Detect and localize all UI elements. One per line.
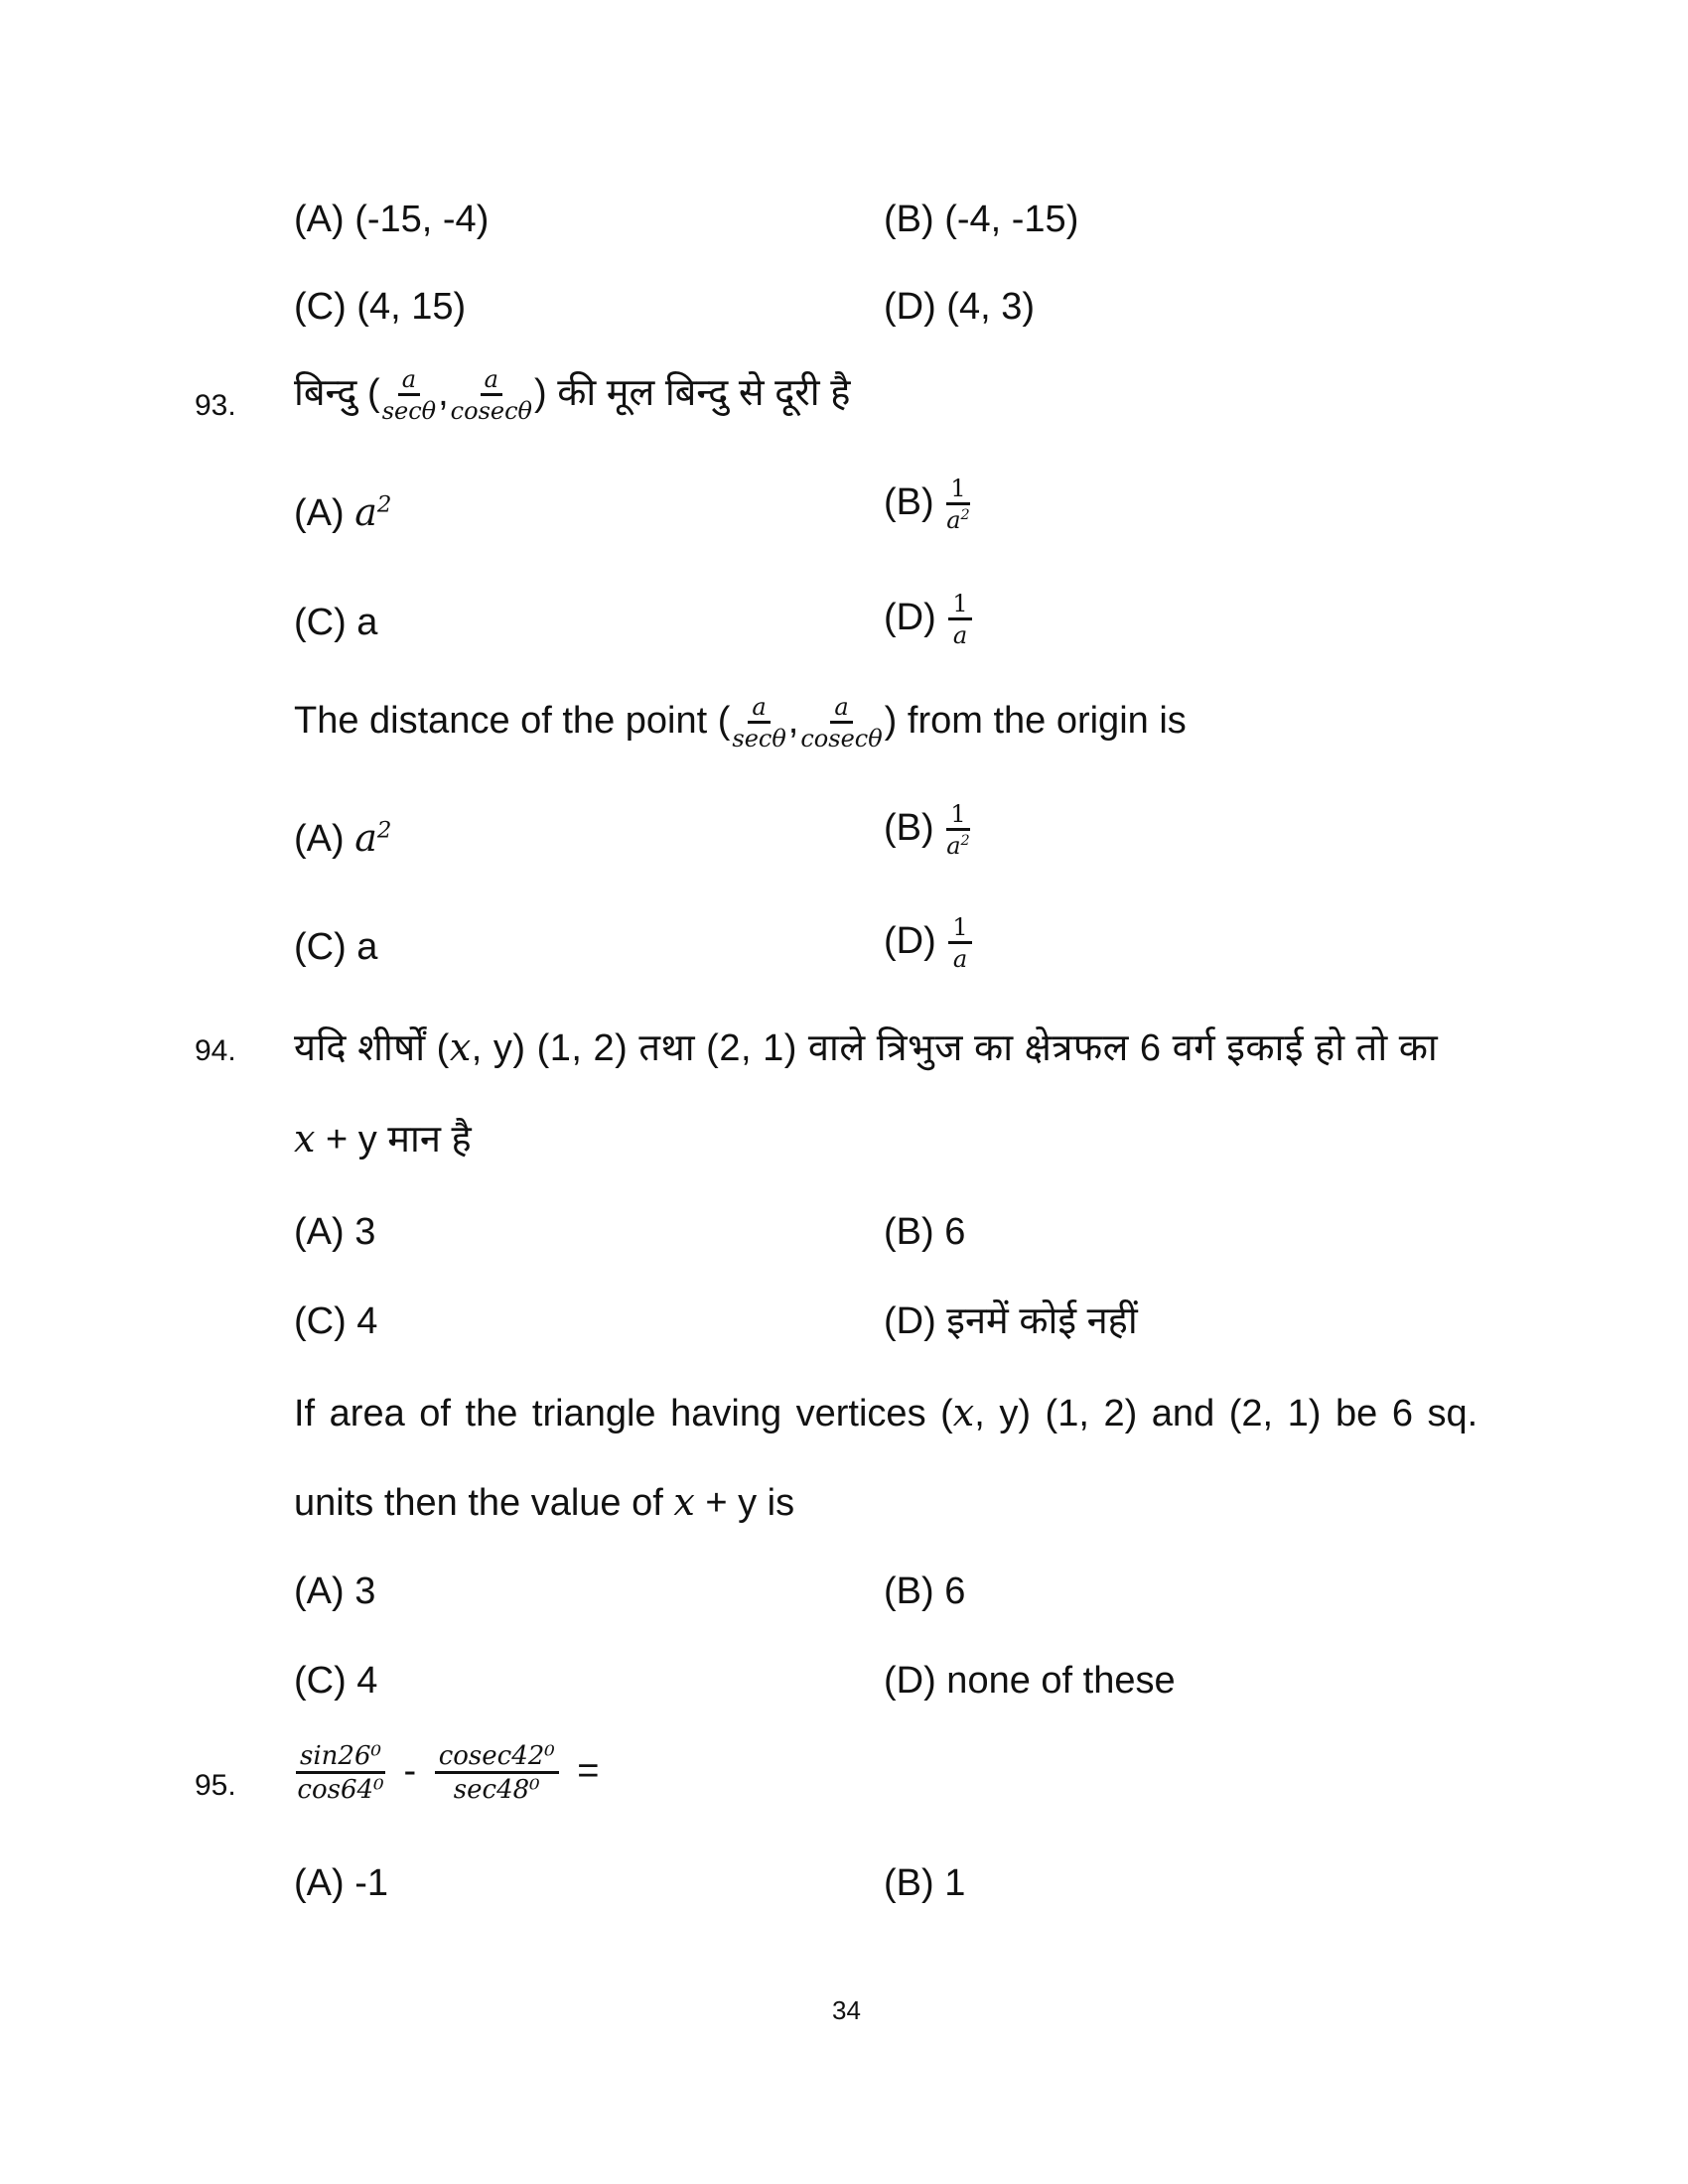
q92-option-a: (A) (-15, -4) [294,199,490,240]
page-number: 34 [832,1995,861,2025]
q93-english-question: The distance of the point ( $\frac{a}{\sec\theta}$ , $\frac{a}{cosec\theta}$ ) from the origin is [294,693,1187,752]
q94-hindi-line2: x + y मान है [294,1117,472,1160]
q94-hindi-option-a: (A) 3 [294,1211,376,1253]
q92-option-b: (B) (-4, -15) [884,199,1079,240]
q93-hindi-option-c: (C) a [294,602,378,643]
q95-number: 95. [195,1769,236,1802]
q93-number: 93. [195,389,236,422]
q94-english-option-b: (B) 6 [884,1570,966,1612]
q93-english-option-d: (D) $\frac{1}{a}$ [884,915,974,971]
q94-english-option-d: (D) none of these [884,1660,1176,1702]
q94-english-option-c: (C) 4 [294,1660,378,1702]
q93-hindi-option-b: (B) $\frac{1}{a^2}$ [884,475,970,534]
q93-english-frac2: $\frac{a}{cosec\theta}$ [800,693,883,752]
q94-english-line2: units then the value of x + y is [294,1480,795,1524]
q94-hindi-option-d: (D) इनमें कोई नहीं [884,1300,1138,1342]
q93-hindi-option-a: (A) $a^2$ [294,490,392,534]
q94-hindi-option-b: (B) 6 [884,1211,966,1253]
q95-expression: $\frac{\text{sin26⁰}}{\text{cos64⁰}}$ - $\frac{\text{cosec42⁰}}{\text{sec48⁰}}$ = [297,1741,600,1805]
q94-english-option-a: (A) 3 [294,1570,376,1612]
q92-option-d: (D) (4, 3) [884,286,1035,328]
q93-hindi-suffix: ) की मूल बिन्दु से दूरी है [533,372,851,415]
q95-frac2: $\frac{\text{cosec42⁰}}{\text{sec48⁰}}$ [435,1743,559,1803]
q93-hindi-option-d: (D) $\frac{1}{a}$ [884,592,974,647]
q92-option-c: (C) (4, 15) [294,286,467,328]
q93-hindi-prefix: बिन्दु ( [294,372,380,415]
q93-hindi-question: बिन्दु ( $\frac{a}{\sec\theta}$ , $\frac{a}{cosec\theta}$ ) की मूल बिन्दु से दूरी है [294,365,851,425]
q95-option-a: (A) -1 [294,1862,388,1904]
q94-hindi-line1: यदि शीर्षों (x, y) (1, 2) तथा (2, 1) वाले त्रिभुज का क्षेत्रफल 6 वर्ग इकाई हो तो का [294,1025,1439,1069]
q94-hindi-option-c: (C) 4 [294,1300,378,1342]
q95-frac1: $\frac{\text{sin26⁰}}{\text{cos64⁰}}$ [297,1741,384,1805]
q93-hindi-frac2: $\frac{a}{cosec\theta}$ [450,365,532,425]
q93-english-option-b: (B) $\frac{1}{a^2}$ [884,800,970,860]
q94-number: 94. [195,1034,236,1067]
q93-hindi-frac1: $\frac{a}{\sec\theta}$ [381,365,437,425]
q95-option-b: (B) 1 [884,1862,966,1904]
q94-english-line1: If area of the triangle having vertices (x, y) (1, 2) and (2, 1) be 6 sq. [294,1391,1478,1434]
q93-english-frac1: $\frac{a}{\sec\theta}$ [732,693,786,752]
q93-english-option-a: (A) $a^2$ [294,816,392,860]
q93-english-option-c: (C) a [294,926,378,968]
